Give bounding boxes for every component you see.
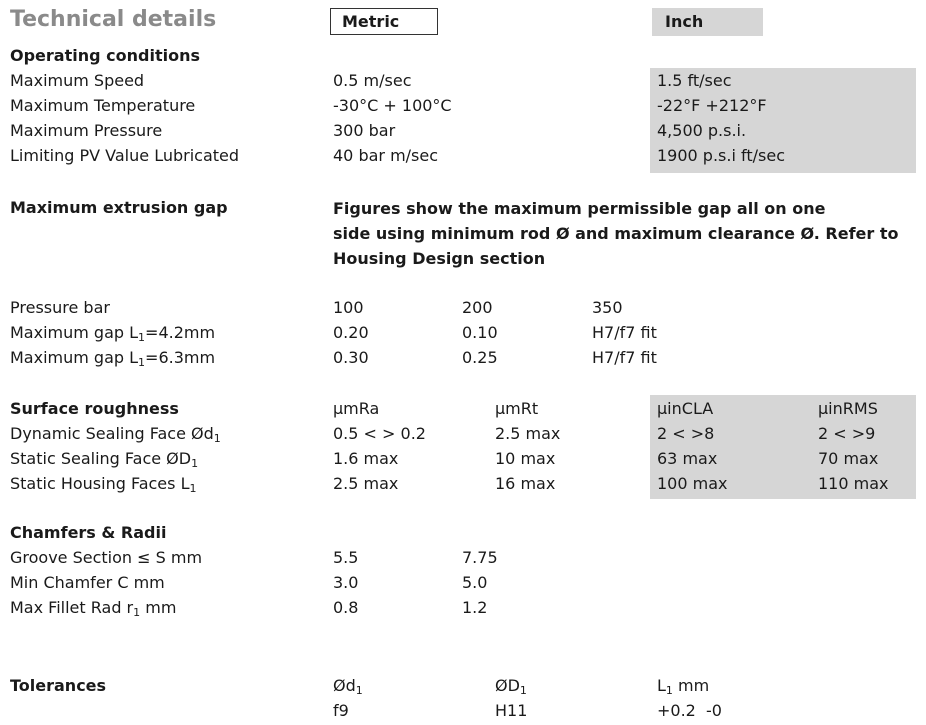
- roughness-value: 110 max: [818, 474, 889, 493]
- tolerance-value: H11: [495, 701, 528, 720]
- roughness-value: 70 max: [818, 449, 879, 468]
- description-line: Housing Design section: [333, 249, 546, 268]
- metric-value: 40 bar m/sec: [333, 146, 439, 165]
- metric-header: Metric: [342, 12, 400, 31]
- row-label: Pressure bar: [10, 298, 110, 317]
- extrusion-description: [333, 196, 908, 271]
- metric-value: 0.5 m/sec: [333, 71, 412, 90]
- pressure-value: 100: [333, 298, 364, 317]
- row-label: Min Chamfer C mm: [10, 573, 165, 592]
- roughness-value: 2.5 max: [495, 424, 561, 443]
- chamfer-value: 1.2: [462, 598, 488, 617]
- inch-value: 1900 p.s.i ft/sec: [657, 146, 785, 165]
- section-heading-surface: Surface roughness: [10, 399, 179, 418]
- roughness-value: 100 max: [657, 474, 728, 493]
- inch-value: -22°F +212°F: [657, 96, 767, 115]
- column-header: $Ød_1$: [333, 676, 363, 697]
- chamfer-value: 7.75: [462, 548, 498, 567]
- row-label: Maximum Speed: [10, 71, 145, 90]
- roughness-value: 10 max: [495, 449, 556, 468]
- gap-value: 0.30: [333, 348, 369, 367]
- chamfer-value: 0.8: [333, 598, 359, 617]
- gap-value: H7/f7 fit: [592, 323, 657, 342]
- roughness-value: 0.5 < > 0.2: [333, 424, 426, 443]
- gap-value: 0.25: [462, 348, 498, 367]
- row-label: Dynamic Sealing Face $Ød_1$: [10, 424, 221, 445]
- chamfer-value: 5.5: [333, 548, 359, 567]
- column-header: µmRa: [333, 399, 380, 418]
- row-label: Static Housing Faces $L_1$: [10, 474, 197, 495]
- metric-value: -30°C + 100°C: [333, 96, 452, 115]
- column-header: $L_1$ mm: [657, 676, 710, 697]
- row-label: Maximum Pressure: [10, 121, 163, 140]
- column-header: µinRMS: [818, 399, 878, 418]
- section-heading-chamfers: Chamfers & Radii: [10, 523, 167, 542]
- description-line: Figures show the maximum permissible gap all on one: [333, 199, 826, 218]
- inch-value: 4,500 p.s.i.: [657, 121, 747, 140]
- inch-header: Inch: [665, 12, 704, 31]
- row-label: Limiting PV Value Lubricated: [10, 146, 240, 165]
- row-label: Maximum gap $L_1=6.3mm$: [10, 348, 216, 369]
- row-label: Max Fillet Rad $r_1$ mm: [10, 598, 177, 619]
- section-heading-extrusion: Maximum extrusion gap: [10, 198, 228, 217]
- pressure-value: 200: [462, 298, 493, 317]
- row-label: Maximum Temperature: [10, 96, 196, 115]
- row-label: Static Sealing Face $ØD_1$: [10, 449, 199, 470]
- roughness-value: 2 < >9: [818, 424, 876, 443]
- gap-value: 0.10: [462, 323, 498, 342]
- tolerance-value: +0.2 -0: [657, 701, 722, 720]
- page-title: Technical details: [10, 7, 217, 32]
- section-heading-operating: Operating conditions: [10, 46, 200, 65]
- metric-value: 300 bar: [333, 121, 396, 140]
- gap-value: H7/f7 fit: [592, 348, 657, 367]
- roughness-value: 63 max: [657, 449, 718, 468]
- column-header: $ØD_1$: [495, 676, 527, 697]
- chamfer-value: 3.0: [333, 573, 359, 592]
- inch-value: 1.5 ft/sec: [657, 71, 732, 90]
- column-header: µmRt: [495, 399, 539, 418]
- row-label: Maximum gap $L_1=4.2mm$: [10, 323, 216, 344]
- roughness-value: 16 max: [495, 474, 556, 493]
- section-heading-tolerances: Tolerances: [10, 676, 107, 695]
- roughness-value: 1.6 max: [333, 449, 399, 468]
- tolerance-value: f9: [333, 701, 349, 720]
- column-header: µinCLA: [657, 399, 714, 418]
- roughness-value: 2 < >8: [657, 424, 715, 443]
- description-line: side using minimum rod Ø and maximum clearance Ø. Refer to: [333, 224, 899, 243]
- pressure-value: 350: [592, 298, 623, 317]
- row-label: Groove Section ≤ S mm: [10, 548, 203, 567]
- roughness-value: 2.5 max: [333, 474, 399, 493]
- gap-value: 0.20: [333, 323, 369, 342]
- chamfer-value: 5.0: [462, 573, 488, 592]
